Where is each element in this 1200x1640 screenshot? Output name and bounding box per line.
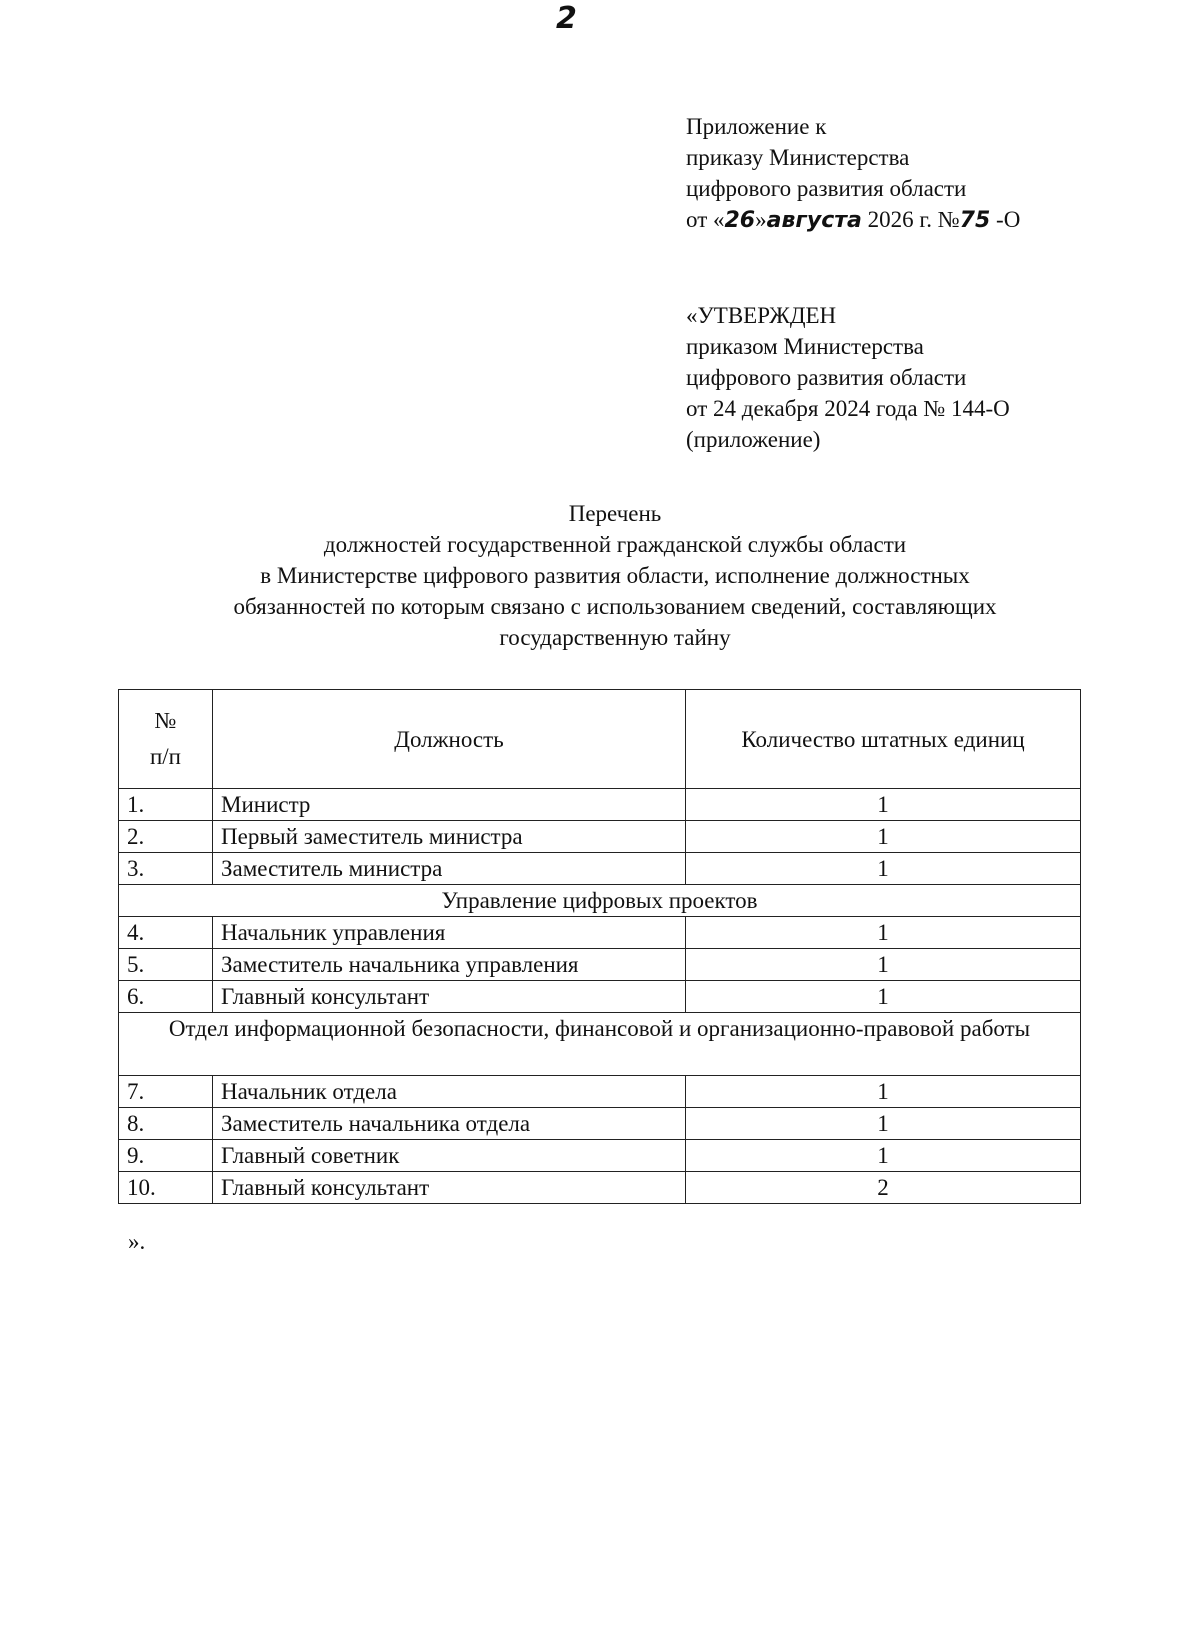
table-row xyxy=(119,981,1081,1013)
approved-line: «УТВЕРЖДЕН xyxy=(686,303,837,328)
document-title xyxy=(110,498,1120,653)
row-position: Главный советник xyxy=(213,1140,686,1172)
order-number-suffix: -О xyxy=(990,207,1021,232)
row-count: 1 xyxy=(686,821,1081,853)
header-position: Должность xyxy=(213,690,686,789)
table-row xyxy=(119,853,1081,885)
section-row xyxy=(119,1013,1081,1076)
handwritten-page-number: 2 xyxy=(556,1,577,36)
table-row xyxy=(119,1172,1081,1204)
table-row xyxy=(119,821,1081,853)
year-text: 2026 г. № xyxy=(867,207,960,232)
positions-table xyxy=(118,689,1081,1204)
row-number: 6. xyxy=(119,981,213,1013)
approved-line: от 24 декабря 2024 года № 144-О xyxy=(686,396,1010,421)
approved-line: цифрового развития области xyxy=(686,365,967,390)
row-count: 1 xyxy=(686,917,1081,949)
row-count: 1 xyxy=(686,1076,1081,1108)
appendix-line: цифрового развития области xyxy=(686,176,967,201)
section-heading: Отдел информационной безопасности, финансовой и организационно-правовой работы xyxy=(119,1013,1081,1076)
row-position: Заместитель начальника отдела xyxy=(213,1108,686,1140)
section-heading: Управление цифровых проектов xyxy=(119,885,1081,917)
row-number: 3. xyxy=(119,853,213,885)
date-prefix: от « xyxy=(686,207,725,232)
handwritten-day: 26 xyxy=(724,208,756,233)
row-count: 1 xyxy=(686,853,1081,885)
row-number: 1. xyxy=(119,789,213,821)
title-line: обязанностей по которым связано с использованием сведений, составляющих xyxy=(233,594,997,619)
row-position: Министр xyxy=(213,789,686,821)
title-line: должностей государственной гражданской службы области xyxy=(323,532,907,557)
approved-line: приказом Министерства xyxy=(686,334,924,359)
title-line: государственную тайну xyxy=(499,625,731,650)
row-position: Главный консультант xyxy=(213,981,686,1013)
table-row xyxy=(119,949,1081,981)
row-count: 1 xyxy=(686,1108,1081,1140)
table-row xyxy=(119,1076,1081,1108)
row-number: 7. xyxy=(119,1076,213,1108)
closing-quote: ». xyxy=(128,1229,146,1254)
appendix-date-line xyxy=(686,204,1126,235)
row-number: 2. xyxy=(119,821,213,853)
table-row xyxy=(119,1140,1081,1172)
handwritten-order-number: 75 xyxy=(959,208,991,233)
row-number: 10. xyxy=(119,1172,213,1204)
row-count: 1 xyxy=(686,949,1081,981)
row-count: 1 xyxy=(686,789,1081,821)
appendix-line: приказу Министерства xyxy=(686,145,910,170)
row-count: 1 xyxy=(686,981,1081,1013)
title-line: Перечень xyxy=(568,501,662,526)
handwritten-month: августа xyxy=(766,208,862,233)
row-number: 9. xyxy=(119,1140,213,1172)
row-count: 1 xyxy=(686,1140,1081,1172)
row-number: 8. xyxy=(119,1108,213,1140)
row-number: 4. xyxy=(119,917,213,949)
table-row xyxy=(119,1108,1081,1140)
table-row xyxy=(119,789,1081,821)
table-row xyxy=(119,917,1081,949)
row-position: Заместитель министра xyxy=(213,853,686,885)
approved-line: (приложение) xyxy=(686,427,821,452)
row-position: Главный консультант xyxy=(213,1172,686,1204)
row-position: Начальник управления xyxy=(213,917,686,949)
header-count: Количество штатных единиц xyxy=(686,690,1081,789)
title-line: в Министерстве цифрового развития области, исполнение должностных xyxy=(260,563,970,588)
appendix-block xyxy=(686,111,1126,235)
quote-close: » xyxy=(755,207,767,232)
approved-block xyxy=(686,300,1126,455)
appendix-line: Приложение к xyxy=(686,114,827,139)
row-number: 5. xyxy=(119,949,213,981)
header-number: № п/п xyxy=(119,690,213,789)
row-position: Начальник отдела xyxy=(213,1076,686,1108)
table-header-row xyxy=(119,690,1081,789)
section-row xyxy=(119,885,1081,917)
row-position: Заместитель начальника управления xyxy=(213,949,686,981)
row-position: Первый заместитель министра xyxy=(213,821,686,853)
row-count: 2 xyxy=(686,1172,1081,1204)
